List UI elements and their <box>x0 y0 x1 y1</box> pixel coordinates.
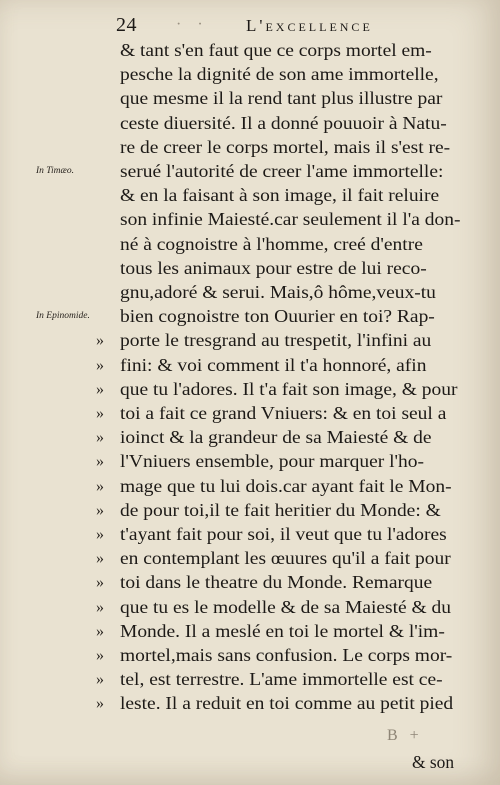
text-line <box>0 597 500 621</box>
line-text: re de creer le corps mortel, mais il s'est re- <box>120 136 451 157</box>
quotation-mark: » <box>96 695 103 713</box>
text-line <box>0 161 500 185</box>
margin-note: In Timæo. <box>36 166 75 176</box>
line-text: l'Vniuers ensemble, pour marquer l'ho- <box>120 451 424 472</box>
line-text: bien cognoistre ton Ouurier en toi? Rap- <box>120 306 435 327</box>
text-line <box>0 403 500 427</box>
line-text: toi a fait ce grand Vniuers: & en toi seul a <box>120 403 447 423</box>
page-header <box>116 14 476 40</box>
line-text: & tant s'en faut que ce corps mortel em- <box>120 40 432 60</box>
text-line <box>0 185 500 209</box>
catchword: & son <box>412 752 455 772</box>
running-title: L'excellence <box>246 16 373 35</box>
line-text: que tu es le modelle & de sa Maiesté & du <box>120 596 452 617</box>
line-text: mage que tu lui dois.car ayant fait le Mon- <box>120 475 452 496</box>
quotation-mark: » <box>96 332 103 350</box>
text-line <box>0 548 500 572</box>
line-text: toi dans le theatre du Monde. Remarque <box>120 572 433 593</box>
line-text: de pour toi,il te fait heritier du Monde: & <box>120 499 441 520</box>
line-text: ceste diuersité. Il a donné pouuoir à Natu- <box>120 112 447 133</box>
text-line <box>0 427 500 451</box>
line-text: ioinct & la grandeur de sa Maiesté & de <box>120 427 432 448</box>
line-text: leste. Il a reduit en toi comme au petit pied <box>120 693 454 714</box>
line-text: tous les animaux pour estre de lui reco- <box>120 257 427 278</box>
text-line <box>0 234 500 258</box>
quotation-mark: » <box>96 429 103 447</box>
text-line <box>0 113 500 137</box>
text-line <box>0 40 500 64</box>
quotation-mark: » <box>96 550 103 568</box>
text-line <box>0 645 500 669</box>
text-line <box>0 137 500 161</box>
page-number: 24 <box>116 14 137 36</box>
line-text: mortel,mais sans confusion. Le corps mor- <box>120 645 453 665</box>
text-line <box>0 355 500 379</box>
quotation-mark: » <box>96 647 103 664</box>
text-line <box>0 476 500 500</box>
line-text: gnu,adoré & serui. Mais,ô hôme,veux-tu <box>120 282 436 302</box>
quotation-mark: » <box>96 671 103 689</box>
line-text: porte le tresgrand au trespetit, l'infini au <box>120 330 432 351</box>
quotation-mark: » <box>96 501 103 519</box>
line-text: pesche la dignité de son ame immortelle, <box>120 64 439 85</box>
line-text: son infinie Maiesté.car seulement il l'a don- <box>120 209 461 230</box>
quotation-mark: » <box>96 405 103 422</box>
quotation-mark: » <box>96 453 103 471</box>
text-line <box>0 379 500 403</box>
line-text: que mesme il la rend tant plus illustre par <box>120 88 443 109</box>
line-text: & en la faisant à son image, il fait reluire <box>120 185 440 206</box>
line-text: que tu l'adores. Il t'a fait son image, & pour <box>120 378 458 399</box>
line-text: Monde. Il a meslé en toi le mortel & l'im- <box>120 620 445 641</box>
quotation-mark: » <box>96 574 103 592</box>
line-text: né à cognoistre à l'homme, creé d'entre <box>120 233 423 254</box>
line-text: t'ayant fait pour soi, il veut que tu l'adores <box>120 524 447 544</box>
quotation-mark: » <box>96 526 103 543</box>
signature-mark: B + <box>387 727 423 744</box>
text-line <box>0 258 500 282</box>
margin-note: In Epinomide. <box>36 311 90 322</box>
text-line <box>0 572 500 596</box>
text-line <box>0 209 500 233</box>
line-text: en contemplant les œuures qu'il a fait pour <box>120 548 451 569</box>
quotation-mark: » <box>96 477 103 495</box>
line-text: fini: & voi comment il t'a honnoré, afin <box>120 354 427 375</box>
text-line <box>0 669 500 693</box>
text-line <box>0 693 500 717</box>
line-text: tel, est terrestre. L'ame immortelle est ce- <box>120 669 443 690</box>
quotation-mark: » <box>96 356 103 374</box>
text-line <box>0 451 500 475</box>
text-line <box>0 282 500 306</box>
text-line <box>0 64 500 88</box>
text-line <box>0 330 500 354</box>
line-text: serué l'autorité de creer l'ame immortelle: <box>120 161 444 181</box>
text-line <box>0 621 500 645</box>
printer-mark: · · <box>176 16 209 33</box>
quotation-mark: » <box>96 622 103 640</box>
text-line <box>0 524 500 548</box>
quotation-mark: » <box>96 598 103 616</box>
text-line <box>0 88 500 112</box>
quotation-mark: » <box>96 380 103 398</box>
text-line <box>0 306 500 330</box>
text-line <box>0 500 500 524</box>
